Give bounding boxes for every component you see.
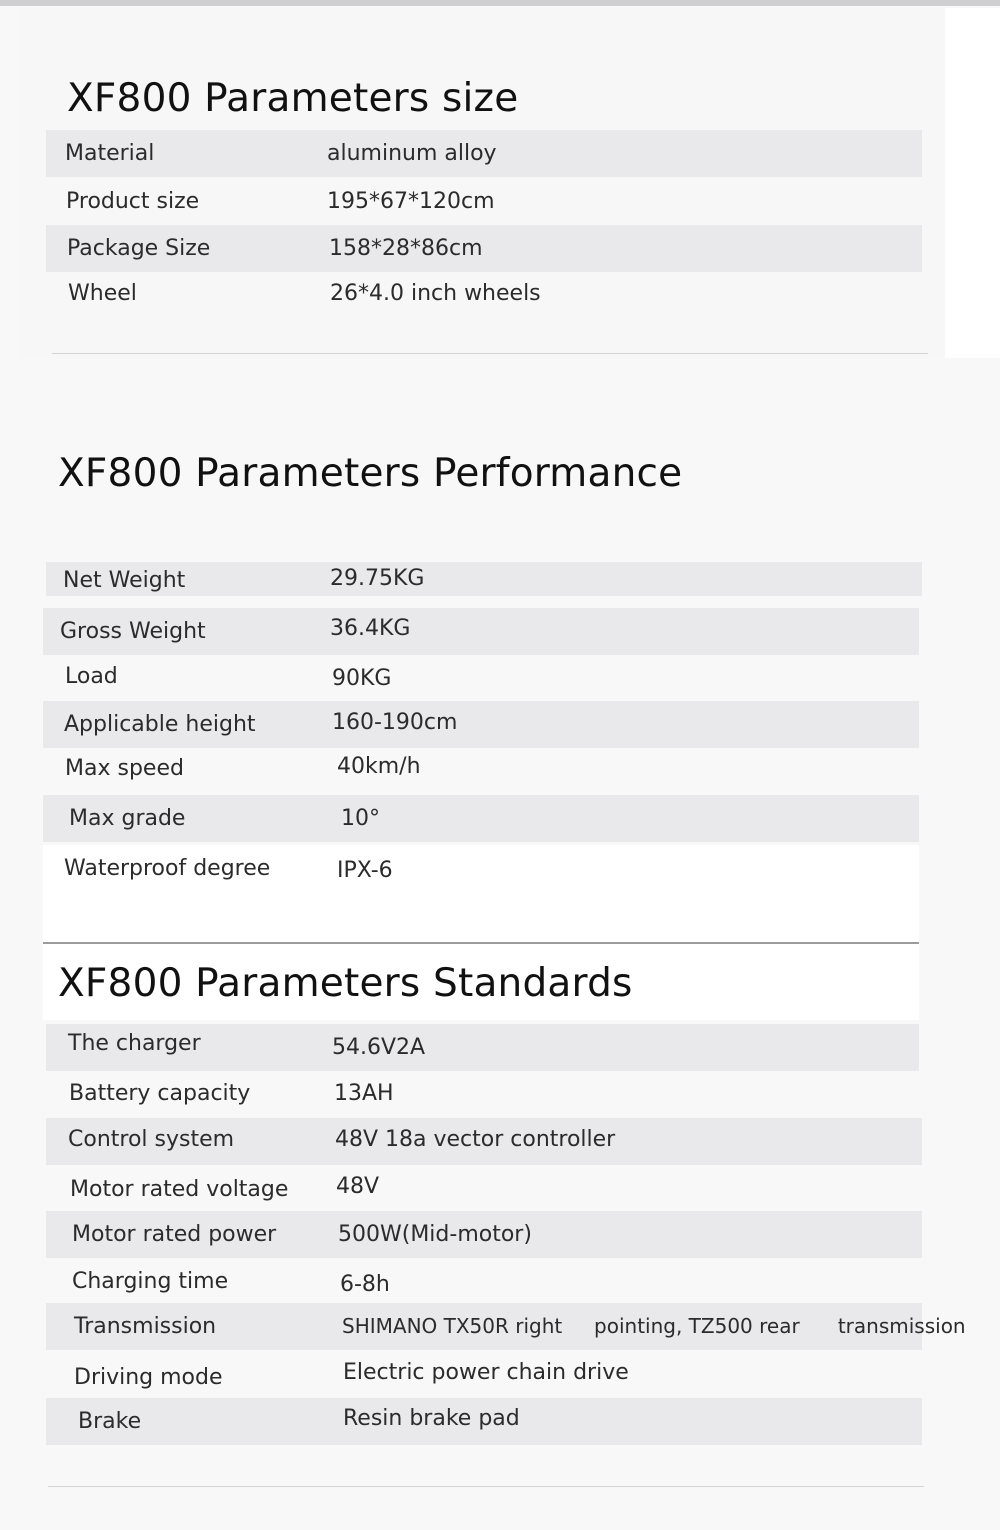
spec-row-transmission [46,1303,966,1350]
spec-value: 500W(Mid-motor) [338,1222,532,1247]
spec-value: 90KG [332,666,392,691]
spec-row-net-weight [46,562,922,596]
spec-row-applicable-height [43,701,919,748]
spec-label: The charger [68,1031,201,1056]
size-panel-margin [945,8,1000,358]
spec-value: 36.4KG [330,616,411,641]
spec-row-max-speed [43,745,919,792]
spec-label: Transmission [74,1314,217,1339]
spec-value: 26*4.0 inch wheels [330,281,541,306]
spec-value: 48V [336,1174,380,1199]
spec-row-material [46,130,922,177]
spec-row-battery-capacity [46,1070,919,1117]
spec-row-gross-weight [43,608,919,655]
spec-value: 160-190cm [332,710,458,735]
size-section-title: XF800 Parameters size [67,76,519,121]
spec-row-the-charger [46,1024,919,1071]
spec-value: 10° [341,806,380,831]
spec-value: 29.75KG [330,566,425,591]
spec-label: Motor rated power [72,1222,277,1247]
spec-row-package-size [46,225,922,272]
spec-label: Load [65,664,118,689]
spec-row-motor-rated-voltage [46,1166,922,1213]
spec-label: Driving mode [74,1365,223,1390]
spec-row-motor-rated-power [46,1211,922,1258]
section-divider [43,942,919,944]
spec-label: Product size [66,189,200,214]
spec-label: Material [65,141,155,166]
spec-value: 40km/h [337,754,421,779]
section-divider [52,353,928,354]
spec-row-waterproof-degree [43,845,919,892]
spec-label: Gross Weight [60,619,206,644]
performance-section-title: XF800 Parameters Performance [58,451,683,496]
spec-value: Resin brake pad [343,1406,520,1431]
spec-label: Wheel [68,281,137,306]
spec-value: 195*67*120cm [327,189,495,214]
spec-value: Electric power chain drive [343,1360,629,1385]
spec-value: 13AH [334,1081,394,1106]
spec-row-brake [46,1398,922,1445]
spec-value: SHIMANO TX50R right pointing, TZ500 rear transmission [342,1314,966,1338]
spec-value: 6-8h [340,1272,390,1297]
spec-row-wheel [46,270,922,317]
spec-label: Battery capacity [69,1081,251,1106]
spec-label: Control system [68,1127,235,1152]
spec-row-driving-mode [46,1352,922,1399]
spec-label: Waterproof degree [64,856,271,881]
top-border [0,0,1000,6]
spec-label: Net Weight [63,568,186,593]
spec-value: 158*28*86cm [329,236,483,261]
spec-label: Applicable height [64,712,256,737]
spec-label: Motor rated voltage [70,1177,289,1202]
spec-value: 54.6V2A [332,1035,426,1060]
spec-label: Brake [78,1409,142,1434]
spec-value: aluminum alloy [327,141,497,166]
standards-section-title: XF800 Parameters Standards [58,961,633,1006]
spec-row-product-size [46,178,922,225]
spec-label: Package Size [67,236,211,261]
spec-value: IPX-6 [337,858,393,883]
spec-label: Max grade [69,806,186,831]
spec-row-max-grade [43,795,919,842]
spec-row-control-system [46,1118,922,1165]
spec-row-load [43,653,919,700]
spec-label: Charging time [72,1269,229,1294]
spec-label: Max speed [65,756,184,781]
section-divider [48,1486,924,1487]
spec-value: 48V 18a vector controller [335,1127,616,1152]
spec-row-charging-time [46,1258,922,1305]
